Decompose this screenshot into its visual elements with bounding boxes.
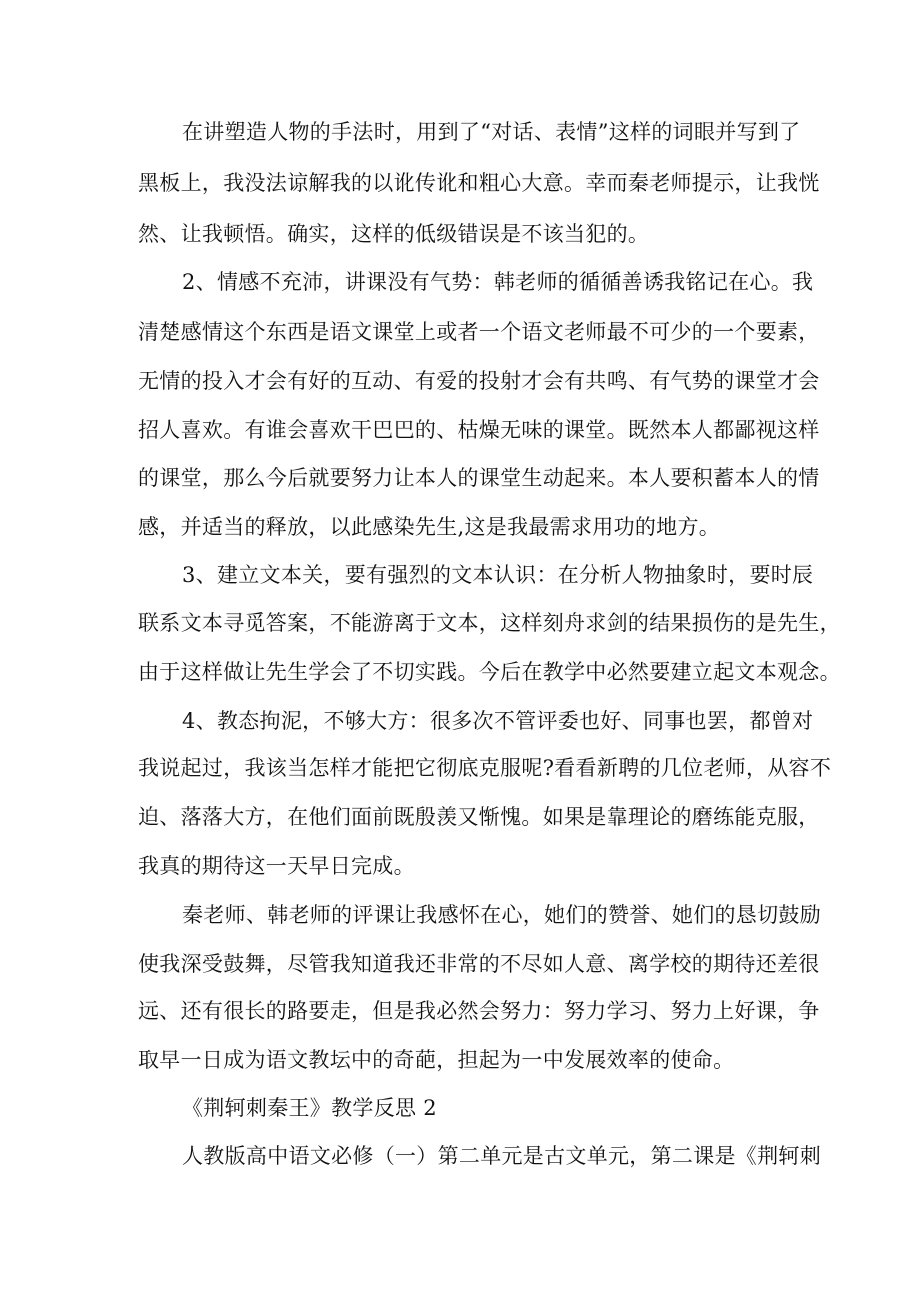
text-line: 由于这样做让先生学会了不切实践。今后在教学中必然要建立起文本观念。 [138, 660, 841, 684]
text-line: 在讲塑造人物的手法时，用到了“对话、表情”这样的词眼并写到了 [182, 120, 801, 144]
text-line: 4、教态拘泥，不够大方：很多次不管评委也好、同事也罢，都曾对 [182, 709, 814, 733]
text-line: 迫、落落大方，在他们面前既殷羡又惭愧。如果是靠理论的磨练能克服， [138, 805, 820, 829]
text-line: 清楚感情这个东西是语文课堂上或者一个语文老师最不可少的一个要素， [138, 320, 820, 344]
text-line: 人教版高中语文必修（一）第二单元是古文单元，第二课是《荆轲刺 [182, 1144, 821, 1168]
text-line: 的课堂，那么今后就要努力让本人的课堂生动起来。本人要积蓄本人的情 [138, 466, 820, 490]
text-line: 然、让我顿悟。确实，这样的低级错误是不该当犯的。 [138, 222, 650, 246]
text-line: 感，并适当的释放，以此感染先生,这是我最需求用功的地方。 [138, 515, 721, 539]
section-heading: 《荆轲刺秦王》教学反思 2 [182, 1096, 437, 1120]
text-line: 我说起过，我该当怎样才能把它彻底克服呢?看看新聘的几位老师，从容不 [138, 756, 832, 780]
text-line: 招人喜欢。有谁会喜欢干巴巴的、枯燥无味的课堂。既然本人都鄙视这样 [138, 418, 820, 442]
text-line: 我真的期待这一天早日完成。 [138, 854, 415, 878]
text-line: 2、情感不充沛，讲课没有气势：韩老师的循循善诱我铭记在心。我 [182, 270, 814, 294]
text-line: 联系文本寻觅答案，不能游离于文本，这样刻舟求剑的结果损伤的是先生， [138, 611, 841, 635]
text-line: 远、还有很长的路要走，但是我必然会努力：努力学习、努力上好课，争 [138, 999, 820, 1023]
text-line: 使我深受鼓舞，尽管我知道我还非常的不尽如人意、离学校的期待还差很 [138, 952, 820, 976]
text-line: 黑板上，我没法谅解我的以讹传讹和粗心大意。幸而秦老师提示，让我恍 [138, 171, 820, 195]
text-line: 秦老师、韩老师的评课让我感怀在心，她们的赞誉、她们的恳切鼓励 [182, 903, 821, 927]
text-line: 3、建立文本关，要有强烈的文本认识：在分析人物抽象时，要时辰 [182, 563, 814, 587]
text-line: 取早一日成为语文教坛中的奇葩，担起为一中发展效率的使命。 [138, 1048, 735, 1072]
text-line: 无情的投入才会有好的互动、有爱的投射才会有共鸣、有气势的课堂才会 [138, 369, 820, 393]
